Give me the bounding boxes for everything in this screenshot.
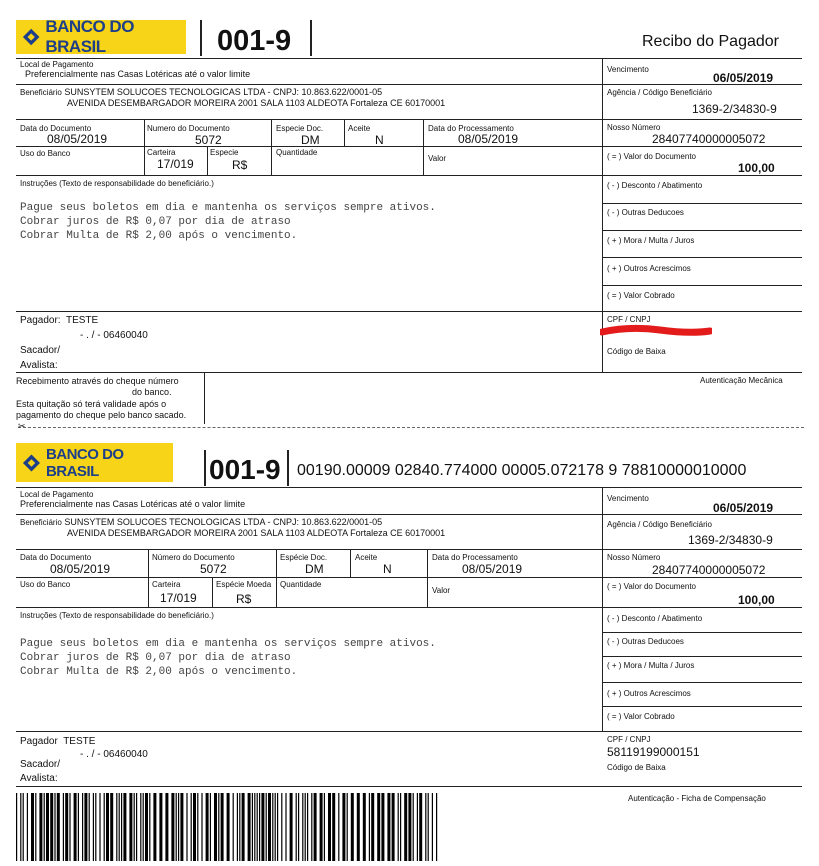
valor-cobrado-label: ( = ) Valor Cobrado	[607, 291, 675, 300]
barcode-bar	[305, 793, 306, 861]
bank-logo	[16, 17, 186, 56]
barcode-bar	[296, 793, 297, 861]
barcode-bar	[23, 793, 24, 861]
pagador-line: Pagador TESTE	[20, 736, 96, 747]
barcode-bar	[218, 793, 219, 861]
data-proc-value: 08/05/2019	[462, 562, 523, 576]
uso-banco-label: Uso do Banco	[20, 580, 71, 589]
especie-doc-label: Espécie Doc.	[280, 553, 328, 562]
local-label: Local de Pagamento	[20, 60, 94, 69]
barcode-bar	[193, 793, 196, 861]
barcode-bar	[408, 793, 411, 861]
agencia-value: 1369-2/34830-9	[688, 533, 773, 547]
barcode-bar	[39, 793, 42, 861]
barcode-bar	[180, 793, 183, 861]
barcode-bar	[159, 793, 162, 861]
barcode-bar	[119, 793, 120, 861]
receb-line: Recebimento através do cheque número	[16, 376, 179, 386]
barcode	[16, 793, 438, 861]
carteira-label: Carteira	[152, 580, 181, 589]
barcode-bar	[332, 793, 335, 861]
barcode-bar	[377, 793, 380, 861]
barcode-bar	[65, 793, 68, 861]
instr-label: Instruções (Texto de responsabilidade do beneficiário.)	[20, 611, 214, 620]
instr-line: Cobrar juros de R$ 0,07 por dia de atraso	[20, 216, 291, 228]
barcode-bar	[298, 793, 299, 861]
instr-line: Cobrar Multa de R$ 2,00 após o vencimento.	[20, 230, 298, 242]
sacador-label: Sacador/	[20, 759, 61, 770]
valor-label: Valor	[432, 586, 451, 595]
pagador-addr: - . / - 06460040	[80, 749, 148, 760]
barcode-bar	[63, 793, 64, 861]
barcode-bar	[417, 793, 418, 861]
instr-line: Cobrar juros de R$ 0,07 por dia de atraso	[20, 652, 291, 664]
num-doc-label: Numero do Documento	[147, 124, 230, 133]
local-label: Local de Pagamento	[20, 490, 94, 499]
instr-line: Cobrar Multa de R$ 2,00 após o vencimento.	[20, 666, 298, 678]
barcode-bar	[54, 793, 55, 861]
barcode-bar	[116, 793, 117, 861]
barcode-bar	[153, 793, 156, 861]
bank-name: BANCO DO BRASIL	[45, 445, 124, 480]
especie-doc-value: DM	[301, 133, 320, 147]
barcode-bar	[302, 793, 303, 861]
bank-logo	[16, 443, 173, 482]
valor-doc-label: ( = ) Valor do Documento	[607, 152, 697, 161]
barcode-bar	[82, 793, 83, 861]
barcode-bar	[210, 793, 211, 861]
especie-doc-label: Especie Doc.	[276, 124, 324, 133]
barcode-bar	[425, 793, 426, 861]
barcode-bar	[369, 793, 370, 861]
barcode-bar	[95, 793, 96, 861]
receb-line: Esta quitação só terá validade após o	[16, 399, 167, 409]
barcode-bar	[252, 793, 253, 861]
desconto-label: ( - ) Desconto / Abatimento	[607, 181, 703, 190]
barcode-bar	[227, 793, 230, 861]
barcode-bar	[74, 793, 77, 861]
barcode-bar	[400, 793, 401, 861]
data-proc-label: Data do Processamento	[428, 124, 514, 133]
barcode-bar	[254, 793, 255, 861]
barcode-bar	[31, 793, 34, 861]
barcode-bar	[176, 793, 177, 861]
data-doc-value: 08/05/2019	[47, 132, 108, 146]
agencia-label: Agência / Código Beneficiário	[607, 88, 712, 97]
num-doc-value: 5072	[195, 133, 222, 147]
instr-label: Instruções (Texto de responsabilidade do beneficiário.)	[20, 179, 214, 188]
barcode-bar	[248, 793, 251, 861]
carteira-label: Carteira	[147, 148, 176, 157]
mora-label: ( + ) Mora / Multa / Juros	[607, 661, 695, 670]
barcode-bar	[69, 793, 70, 861]
agencia-label: Agência / Código Beneficiário	[607, 520, 712, 529]
valor-doc-value: 100,00	[738, 593, 775, 607]
aceite-value: N	[383, 562, 392, 576]
barcode-bar	[110, 793, 113, 861]
venc-label: Vencimento	[607, 65, 649, 74]
barcode-bar	[285, 793, 286, 861]
agencia-value: 1369-2/34830-9	[692, 102, 777, 116]
desconto-label: ( - ) Desconto / Abatimento	[607, 614, 703, 623]
barcode-bar	[145, 793, 148, 861]
cut-line	[18, 427, 804, 428]
barcode-bar	[261, 793, 264, 861]
barcode-bar	[314, 793, 317, 861]
barcode-bar	[342, 793, 345, 861]
barcode-bar	[191, 793, 192, 861]
mora-label: ( + ) Mora / Multa / Juros	[607, 236, 695, 245]
barcode-bar	[324, 793, 325, 861]
benef-line1: Beneficiário SUNSYTEM SOLUCOES TECNOLOGICAS LTDA - CNPJ: 10.863.622/0001-05	[20, 87, 383, 97]
outros-acresc-label: ( + ) Outros Acrescimos	[607, 264, 691, 273]
barcode-bar	[266, 793, 267, 861]
pagador-addr: - . / - 06460040	[80, 330, 148, 341]
valor-doc-label: ( = ) Valor do Documento	[607, 582, 697, 591]
outras-deducoes-label: ( - ) Outras Deducoes	[607, 208, 684, 217]
barcode-bar	[221, 793, 224, 861]
data-proc-value: 08/05/2019	[458, 132, 519, 146]
data-doc-label: Data do Documento	[20, 124, 92, 133]
barcode-bar	[328, 793, 331, 861]
carteira-value: 17/019	[160, 591, 197, 605]
barcode-bar	[347, 793, 348, 861]
barcode-bar	[272, 793, 273, 861]
aceite-value: N	[375, 133, 384, 147]
barcode-bar	[171, 793, 174, 861]
nosso-value: 28407740000005072	[652, 563, 766, 577]
num-doc-label: Número do Documento	[152, 553, 235, 562]
data-doc-label: Data do Documento	[20, 553, 92, 562]
cpf-label: CPF / CNPJ	[607, 315, 651, 324]
barcode-bar	[277, 793, 278, 861]
barcode-bar	[214, 793, 217, 861]
barcode-bar	[201, 793, 202, 861]
avalista-label: Avalista:	[20, 360, 58, 371]
barcode-bar	[242, 793, 245, 861]
especie-label: Especie	[210, 148, 239, 157]
local-value: Preferencialmente nas Casas Lotéricas até o valor limite	[25, 69, 251, 79]
bank-name: BANCO DO BRASIL	[45, 17, 134, 56]
barcode-bar	[237, 793, 238, 861]
barcode-bar	[290, 793, 293, 861]
barcode-bar	[149, 793, 150, 861]
aceite-label: Aceite	[355, 553, 378, 562]
barcode-bar	[50, 793, 53, 861]
bank-code: 001-9	[217, 25, 292, 57]
barcode-bar	[35, 793, 36, 861]
auth-label: Autenticação - Ficha de Compensação	[628, 794, 766, 803]
nosso-label: Nosso Número	[607, 123, 661, 132]
quantidade-label: Quantidade	[280, 580, 322, 589]
cod-baixa-label: Código de Baixa	[607, 763, 666, 772]
data-proc-label: Data do Processamento	[432, 553, 518, 562]
barcode-bar	[93, 793, 94, 861]
especie-value: R$	[232, 158, 248, 172]
barcode-bar	[186, 793, 187, 861]
venc-label: Vencimento	[607, 494, 649, 503]
receb-line: pagamento do cheque pelo banco sacado.	[16, 410, 187, 420]
benef-line1: Beneficiário SUNSYTEM SOLUCOES TECNOLOGICAS LTDA - CNPJ: 10.863.622/0001-05	[20, 517, 383, 527]
barcode-bar	[257, 793, 258, 861]
barcode-bar	[123, 793, 126, 861]
cpf-value: 58119199000151	[607, 745, 700, 759]
barcode-bar	[46, 793, 49, 861]
instr-line: Pague seus boletos em dia e mantenha os serviços sempre ativos.	[20, 202, 436, 214]
barcode-bar	[436, 793, 437, 861]
nosso-value: 28407740000005072	[652, 132, 766, 146]
barcode-bar	[78, 793, 79, 861]
barcode-bar	[44, 793, 45, 861]
barcode-bar	[84, 793, 87, 861]
redaction-mark	[600, 324, 712, 340]
barcode-bar	[121, 793, 122, 861]
bank-logo-icon	[22, 453, 41, 473]
cpf-label: CPF / CNPJ	[607, 735, 651, 744]
num-doc-value: 5072	[200, 562, 227, 576]
barcode-bar	[134, 793, 135, 861]
barcode-bar	[106, 793, 109, 861]
bank-logo-icon	[22, 27, 40, 47]
barcode-bar	[57, 793, 60, 861]
scissors-icon: ✂	[18, 421, 26, 431]
sacador-label: Sacador/	[20, 345, 61, 356]
barcode-bar	[206, 793, 209, 861]
quantidade-label: Quantidade	[276, 148, 318, 157]
especie-value: R$	[236, 592, 252, 606]
barcode-bar	[351, 793, 354, 861]
barcode-bar	[404, 793, 407, 861]
barcode-bar	[233, 793, 234, 861]
barcode-bar	[413, 793, 414, 861]
barcode-bar	[371, 793, 374, 861]
especie-label: Espécie Moeda	[216, 580, 272, 589]
barcode-bar	[338, 793, 339, 861]
venc-value: 06/05/2019	[713, 71, 774, 85]
barcode-bar	[104, 793, 105, 861]
especie-doc-value: DM	[305, 562, 324, 576]
benef-line2: AVENIDA DESEMBARGADOR MOREIRA 2001 SALA 1103 ALDEOTA Fortaleza CE 60170001	[67, 528, 446, 538]
barcode-bar	[275, 793, 276, 861]
barcode-bar	[89, 793, 90, 861]
barcode-bar	[392, 793, 395, 861]
barcode-bar	[398, 793, 399, 861]
auth-label: Autenticação Mecânica	[700, 376, 783, 385]
uso-banco-label: Uso do Banco	[20, 149, 71, 158]
bank-code: 001-9	[209, 454, 281, 485]
barcode-bar	[20, 793, 21, 861]
instr-line: Pague seus boletos em dia e mantenha os serviços sempre ativos.	[20, 638, 436, 650]
barcode-bar	[268, 793, 271, 861]
valor-cobrado-label: ( = ) Valor Cobrado	[607, 712, 675, 721]
barcode-bar	[363, 793, 366, 861]
local-value: Preferencialmente nas Casas Lotéricas até o valor limite	[20, 499, 246, 509]
carteira-value: 17/019	[157, 157, 194, 171]
receb-line: do banco.	[132, 387, 172, 397]
avalista-label: Avalista:	[20, 773, 58, 784]
barcode-bar	[140, 793, 141, 861]
barcode-bar	[165, 793, 168, 861]
barcode-bar	[16, 793, 17, 861]
venc-value: 06/05/2019	[713, 501, 774, 515]
barcode-bar	[419, 793, 422, 861]
barcode-bar	[99, 793, 100, 861]
barcode-bar	[281, 793, 282, 861]
digitable-line: 00190.00009 02840.774000 00005.072178 9 78810000010000	[297, 462, 747, 479]
barcode-bar	[129, 793, 132, 861]
benef-line2: AVENIDA DESEMBARGADOR MOREIRA 2001 SALA 1103 ALDEOTA Fortaleza CE 60170001	[67, 98, 446, 108]
cod-baixa-label: Código de Baixa	[607, 347, 666, 356]
barcode-bar	[178, 793, 179, 861]
barcode-bar	[136, 793, 137, 861]
barcode-bar	[239, 793, 240, 861]
barcode-bar	[197, 793, 198, 861]
barcode-bar	[307, 793, 308, 861]
receipt-title: Recibo do Pagador	[642, 33, 779, 50]
barcode-bar	[27, 793, 28, 861]
data-doc-value: 08/05/2019	[50, 562, 111, 576]
barcode-bar	[387, 793, 390, 861]
barcode-bar	[259, 793, 260, 861]
barcode-bar	[432, 793, 433, 861]
outros-acresc-label: ( + ) Outros Acrescimos	[607, 689, 691, 698]
aceite-label: Aceite	[348, 124, 371, 133]
nosso-label: Nosso Número	[607, 553, 661, 562]
barcode-bar	[381, 793, 384, 861]
barcode-bar	[320, 793, 323, 861]
barcode-bar	[428, 793, 429, 861]
barcode-bar	[311, 793, 312, 861]
barcode-bar	[143, 793, 144, 861]
outras-deducoes-label: ( - ) Outras Deducoes	[607, 637, 684, 646]
pagador-line: Pagador: TESTE	[20, 315, 99, 326]
valor-label: Valor	[428, 154, 447, 163]
barcode-bar	[357, 793, 360, 861]
valor-doc-value: 100,00	[738, 161, 775, 175]
